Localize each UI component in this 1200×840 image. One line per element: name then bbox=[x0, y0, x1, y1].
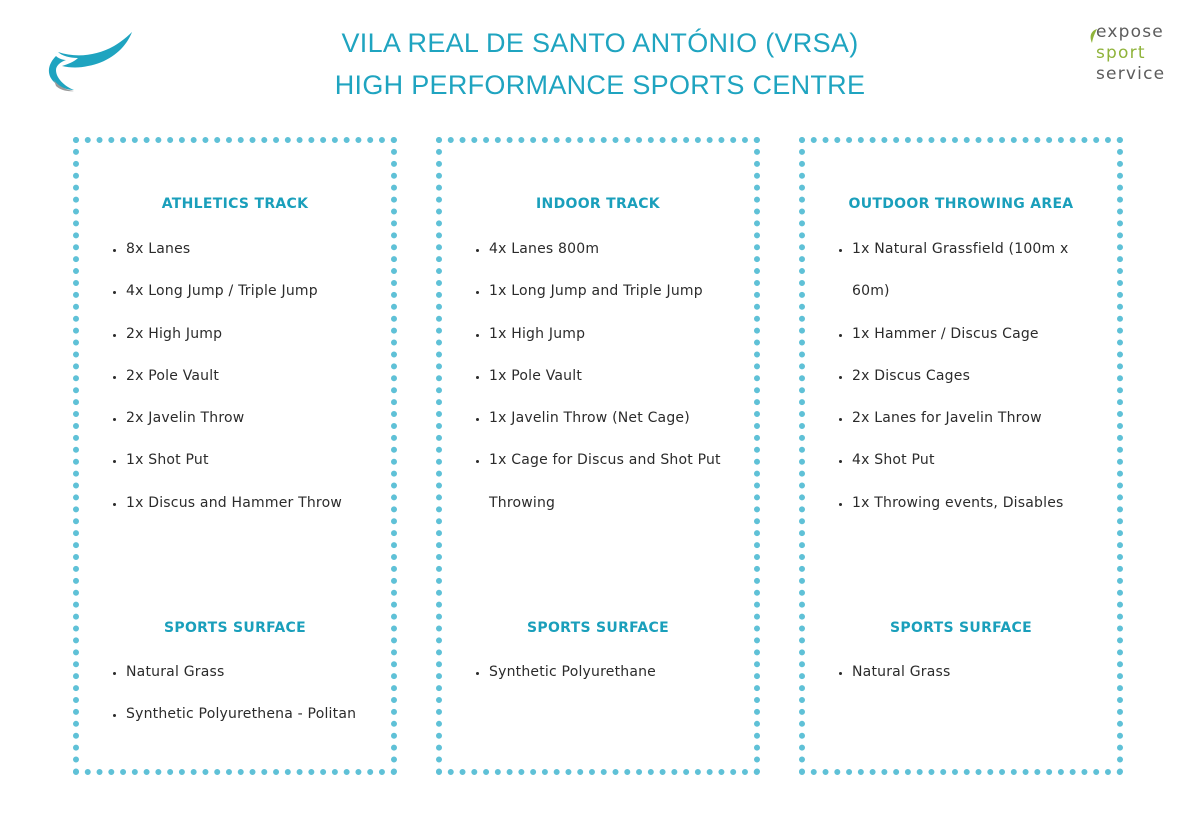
list-item: • Synthetic Polyurethena - Politan bbox=[126, 693, 377, 735]
card-heading: OUTDOOR THROWING AREA bbox=[848, 196, 1074, 212]
list-item: • 4x Shot Put bbox=[852, 439, 1103, 481]
surface-list bbox=[103, 651, 377, 736]
partner-logo-line-3: service bbox=[1096, 64, 1166, 84]
list-item: • 1x Cage for Discus and Shot Put Throwing bbox=[489, 439, 740, 524]
surface-list bbox=[829, 651, 1103, 693]
list-item: • 1x High Jump bbox=[489, 313, 740, 355]
list-item: • 4x Lanes 800m bbox=[489, 228, 740, 270]
page-title bbox=[300, 22, 900, 106]
list-item: • 2x Javelin Throw bbox=[126, 397, 377, 439]
surface-heading: SPORTS SURFACE bbox=[890, 620, 1032, 636]
list-item: • 1x Discus and Hammer Throw bbox=[126, 482, 377, 524]
list-item: • 2x Lanes for Javelin Throw bbox=[852, 397, 1103, 439]
list-item: • 1x Natural Grassfield (100m x 60m) bbox=[852, 228, 1103, 313]
card-heading: ATHLETICS TRACK bbox=[161, 196, 309, 212]
list-item: • Synthetic Polyurethane bbox=[489, 651, 740, 693]
list-item: • 2x High Jump bbox=[126, 313, 377, 355]
list-item: • Natural Grass bbox=[852, 651, 1103, 693]
surface-heading: SPORTS SURFACE bbox=[527, 620, 669, 636]
swoosh-logo-icon bbox=[44, 28, 136, 94]
card-heading: INDOOR TRACK bbox=[536, 196, 660, 212]
list-item: • 1x Pole Vault bbox=[489, 355, 740, 397]
card-athletics-track bbox=[73, 137, 397, 775]
partner-logo bbox=[1096, 22, 1165, 85]
list-item: • 4x Long Jump / Triple Jump bbox=[126, 270, 377, 312]
list-item: • 2x Pole Vault bbox=[126, 355, 377, 397]
leaf-icon bbox=[1088, 28, 1098, 44]
facility-list bbox=[466, 228, 740, 524]
surface-list bbox=[466, 651, 740, 693]
list-item: • Natural Grass bbox=[126, 651, 377, 693]
list-item: • 1x Javelin Throw (Net Cage) bbox=[489, 397, 740, 439]
list-item: • 1x Long Jump and Triple Jump bbox=[489, 270, 740, 312]
title-line-2: HIGH PERFORMANCE SPORTS CENTRE bbox=[334, 70, 866, 100]
partner-logo-line-1: expose bbox=[1096, 22, 1164, 42]
list-item: • 1x Hammer / Discus Cage bbox=[852, 313, 1103, 355]
title-line-1: VILA REAL DE SANTO ANTÓNIO (VRSA) bbox=[341, 28, 859, 58]
list-item: • 1x Throwing events, Disables bbox=[852, 482, 1103, 524]
surface-heading: SPORTS SURFACE bbox=[164, 620, 306, 636]
list-item: • 1x Shot Put bbox=[126, 439, 377, 481]
list-item: • 2x Discus Cages bbox=[852, 355, 1103, 397]
facility-list bbox=[829, 228, 1103, 524]
facility-list bbox=[103, 228, 377, 524]
card-outdoor-throwing-area bbox=[799, 137, 1123, 775]
partner-logo-line-2: sport bbox=[1096, 43, 1146, 63]
card-indoor-track bbox=[436, 137, 760, 775]
list-item: • 8x Lanes bbox=[126, 228, 377, 270]
